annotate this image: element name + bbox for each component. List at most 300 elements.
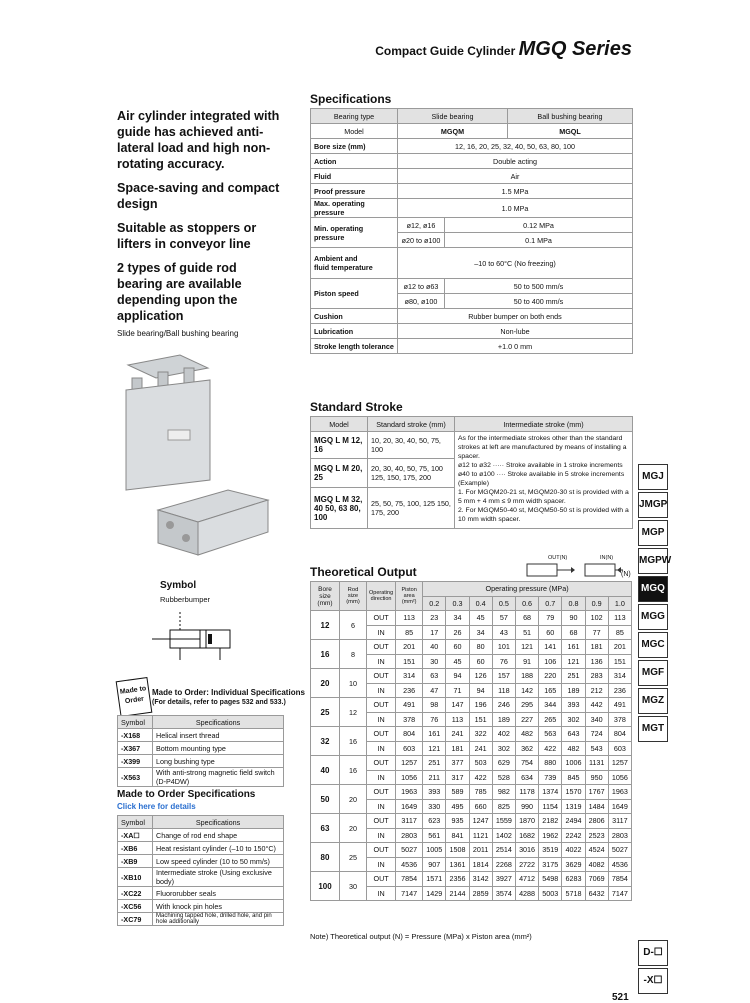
output-cell: 212 [585,683,608,698]
output-cell: 629 [492,756,515,771]
th-std: Standard stroke (mm) [368,417,455,432]
table-row [311,843,632,858]
output-cell: 378 [608,712,631,727]
output-cell: 7147 [608,886,631,901]
output-cell: 283 [585,669,608,684]
amb-label-1: Ambient and [314,254,358,263]
spec-value: +1.0 0 mm [398,339,633,354]
standard-stroke-title: Standard Stroke [310,400,403,414]
page-number: 521 [612,992,629,1003]
pressure-header: 0.6 [515,596,538,611]
int-note: 1. For MGQM20-21 st, MGQM20-30 st is provided with a 5 mm + 4 mm ≤ 9 mm width spacer. [458,489,629,505]
th-direction: Operating direction [367,582,396,611]
rod-cell: 16 [340,727,367,756]
output-cell: 57 [492,611,515,626]
badge-line1: Made to [119,685,147,696]
output-cell: 136 [585,654,608,669]
page-header [375,38,632,61]
output-cell: 98 [423,698,446,713]
output-cell: 43 [492,625,515,640]
output-cell: 1131 [585,756,608,771]
spec-sub: ø12, ø16 [398,218,445,233]
output-cell: 5718 [562,886,585,901]
mto-spec: Long bushing type [153,755,284,768]
mto-symbol: -XC22 [118,887,153,900]
direction-cell: OUT [367,727,396,742]
output-cell: 151 [469,712,492,727]
spec-label: Lubrication [311,324,398,339]
mto-symbol: -XC79 [118,913,153,926]
tab-jmgp[interactable]: JMGP [638,492,668,518]
output-cell: 841 [446,828,469,843]
output-cell: 60 [469,654,492,669]
output-cell: 907 [423,857,446,872]
bore-cell: 16 [311,640,340,669]
output-cell: 161 [423,727,446,742]
specifications-title: Specifications [310,92,392,106]
output-cell: 45 [469,611,492,626]
rod-cell: 20 [340,814,367,843]
output-cell: 1056 [608,770,631,785]
mto-symbol: -XA☐ [118,829,153,842]
output-cell: 1006 [562,756,585,771]
th-slide: Slide bearing [398,109,508,124]
area-cell: 7147 [396,886,423,901]
area-cell: 1056 [396,770,423,785]
output-cell: 60 [539,625,562,640]
table-row [118,868,284,887]
output-cell: 6432 [585,886,608,901]
direction-cell: OUT [367,669,396,684]
output-cell: 188 [515,669,538,684]
output-cell: 563 [539,727,562,742]
spec-value: –10 to 60°C (No freezing) [398,248,633,279]
output-cell: 121 [515,640,538,655]
tab-mgz[interactable]: MGZ [638,688,668,714]
direction-cell: OUT [367,640,396,655]
output-cell: 1570 [562,785,585,800]
spec-label: Max. operating pressure [311,199,398,218]
pressure-header: 0.4 [469,596,492,611]
output-cell: 3574 [492,886,515,901]
output-cell: 340 [585,712,608,727]
output-cell: 79 [539,611,562,626]
output-cell: 3142 [469,872,492,887]
output-cell: 1484 [585,799,608,814]
bore-cell: 25 [311,698,340,727]
th-pressure: Operating pressure (MPa) [423,582,632,597]
output-cell: 2356 [446,872,469,887]
output-cell: 422 [469,770,492,785]
output-cell: 2144 [446,886,469,901]
output-cell: 68 [562,625,585,640]
output-cell: 126 [469,669,492,684]
output-cell: 302 [492,741,515,756]
spec-label: Piston speed [311,279,398,309]
table-row [118,755,284,768]
output-cell: 1178 [515,785,538,800]
output-cell: 94 [446,669,469,684]
area-cell: 314 [396,669,423,684]
output-cell: 1361 [446,857,469,872]
output-cell: 6283 [562,872,585,887]
output-cell: 724 [585,727,608,742]
output-cell: 201 [608,640,631,655]
output-cell: 495 [446,799,469,814]
mto-spec: Helical insert thread [153,729,284,742]
mto-spec: Fluororubber seals [153,887,284,900]
table-row [311,698,632,713]
output-cell: 90 [562,611,585,626]
area-cell: 5027 [396,843,423,858]
tab-mgj[interactable]: MGJ [638,464,668,490]
direction-cell: IN [367,654,396,669]
stroke-model: MGQ L M 20, 25 [311,459,368,488]
th-area: Piston area (mm²) [396,582,423,611]
pressure-header: 0.2 [423,596,446,611]
mto-spec: Machining tapped hole, drilled hole, and pin hole additionally [153,913,284,926]
intro-features [117,108,282,350]
output-cell: 2806 [585,814,608,829]
output-cell: 91 [515,654,538,669]
mto-symbol: -X563 [118,768,153,787]
area-cell: 151 [396,654,423,669]
output-cell: 322 [469,727,492,742]
area-cell: 804 [396,727,423,742]
output-cell: 4524 [585,843,608,858]
output-cell: 393 [423,785,446,800]
output-cell: 241 [469,741,492,756]
theoretical-output-table [310,581,632,901]
area-cell: 113 [396,611,423,626]
direction-cell: OUT [367,611,396,626]
output-cell: 4712 [515,872,538,887]
output-cell: 151 [608,654,631,669]
mto-spec: Change of rod end shape [153,829,284,842]
pressure-header: 0.9 [585,596,608,611]
output-cell: 220 [539,669,562,684]
output-cell: 161 [562,640,585,655]
direction-cell: IN [367,625,396,640]
model-label: Model [311,124,398,139]
tab-mgp[interactable]: MGP [638,520,668,546]
output-cell: 241 [446,727,469,742]
output-cell: 1247 [469,814,492,829]
spec-label [311,248,398,279]
tab-mgc[interactable]: MGC [638,632,668,658]
output-cell: 344 [539,698,562,713]
output-cell: 34 [469,625,492,640]
output-cell: 142 [515,683,538,698]
output-cell: 63 [423,669,446,684]
output-cell: 4536 [608,857,631,872]
output-cell: 34 [446,611,469,626]
direction-cell: IN [367,799,396,814]
table-row [118,729,284,742]
output-cell: 2494 [562,814,585,829]
output-cell: 3175 [539,857,562,872]
output-cell: 51 [515,625,538,640]
output-cell: 2182 [539,814,562,829]
output-cell: 227 [515,712,538,727]
output-cell: 147 [446,698,469,713]
feature-3: Suitable as stoppers or lifters in conveyor line [117,221,257,251]
theoretical-output-title: Theoretical Output [310,565,417,579]
th-int: Intermediate stroke (mm) [455,417,633,432]
mto-symbol: -XB6 [118,842,153,855]
bore-cell: 12 [311,611,340,640]
output-cell: 77 [585,625,608,640]
table-row [311,611,632,626]
direction-cell: IN [367,770,396,785]
int-note: (Example) [458,480,489,487]
output-cell: 26 [446,625,469,640]
output-cell: 845 [562,770,585,785]
area-cell: 85 [396,625,423,640]
output-cell: 3117 [608,814,631,829]
output-cell: 94 [469,683,492,698]
output-cell: 68 [515,611,538,626]
output-cell: 739 [539,770,562,785]
model-ball: MGQL [508,124,633,139]
spec-value: 50 to 500 mm/s [445,279,633,294]
output-cell: 5027 [608,843,631,858]
table-row [311,756,632,771]
output-cell: 2523 [585,828,608,843]
table-row [311,814,632,829]
direction-cell: IN [367,741,396,756]
int-note: ø40 to ø100 ···· Stroke available in 5 stroke increments [458,471,625,478]
direction-cell: OUT [367,872,396,887]
output-cell: 121 [423,741,446,756]
th-rod: Rod size (mm) [340,582,367,611]
rod-cell: 16 [340,756,367,785]
mto-individual-sub: (For details, refer to pages 532 and 533.) [152,699,286,706]
direction-cell: OUT [367,785,396,800]
output-cell: 2011 [469,843,492,858]
mto-spec: Intermediate stroke (Using exclusive body) [153,868,284,887]
output-cell: 422 [539,741,562,756]
badge-line2: Order [124,695,145,706]
spec-label: Action [311,154,398,169]
output-cell: 634 [515,770,538,785]
symbol-sub: Rubberbumper [160,595,211,604]
spec-label: Bore size (mm) [311,139,398,154]
th-symbol: Symbol [118,716,153,729]
header-series: MGQ Series [518,38,632,60]
table-row [311,669,632,684]
output-cell: 165 [539,683,562,698]
output-cell: 1508 [446,843,469,858]
output-cell: 236 [608,683,631,698]
output-cell: 113 [446,712,469,727]
mto-symbol: -XB9 [118,855,153,868]
spec-value: Rubber bumper on both ends [398,309,633,324]
output-cell: 804 [608,727,631,742]
table-row [118,842,284,855]
area-cell: 2803 [396,828,423,843]
output-cell: 660 [469,799,492,814]
th-bore: Bore size (mm) [311,582,340,611]
product-image [118,350,278,565]
output-cell: 265 [539,712,562,727]
direction-cell: IN [367,828,396,843]
output-cell: 1870 [515,814,538,829]
output-cell: 45 [446,654,469,669]
table-row [311,640,632,655]
mto-spec: Bottom mounting type [153,742,284,755]
table-row [118,855,284,868]
output-cell: 1963 [608,785,631,800]
bore-cell: 32 [311,727,340,756]
output-cell: 295 [515,698,538,713]
output-cell: 113 [608,611,631,626]
rod-cell: 25 [340,843,367,872]
mto-symbol: -X399 [118,755,153,768]
area-cell: 236 [396,683,423,698]
symbol-title: Symbol [160,580,197,591]
bore-cell: 100 [311,872,340,901]
output-cell: 189 [562,683,585,698]
output-cell: 543 [585,741,608,756]
rod-cell: 6 [340,611,367,640]
output-cell: 3016 [515,843,538,858]
table-row [311,872,632,887]
output-cell: 561 [423,828,446,843]
area-cell: 1649 [396,799,423,814]
standard-stroke-table [310,416,633,529]
tab-x[interactable]: -X☐ [638,968,668,994]
tab-mgg[interactable]: MGG [638,604,668,630]
pressure-header: 0.8 [562,596,585,611]
int-note: As for the intermediate strokes other than the standard strokes at left are manufactured by means of installing a spacer. [458,435,627,460]
intermediate-notes [455,432,633,529]
mto-spec: With anti-strong magnetic field switch (D-P4DW) [153,768,284,787]
output-cell: 603 [608,741,631,756]
output-cell: 1429 [423,886,446,901]
rod-cell: 30 [340,872,367,901]
tab-d[interactable]: D-☐ [638,940,668,966]
details-link[interactable]: Click here for details [117,802,196,811]
output-cell: 754 [515,756,538,771]
output-cell: 251 [562,669,585,684]
pressure-header: 0.5 [492,596,515,611]
theory-note: Note) Theoretical output (N) = Pressure (MPa) x Piston area (mm²) [310,932,532,941]
output-cell: 5498 [539,872,562,887]
th-spec: Specifications [153,716,284,729]
stroke-std: 10, 20, 30, 40, 50, 75, 100 [368,432,455,459]
output-cell: 491 [608,698,631,713]
output-cell: 3927 [492,872,515,887]
output-cell: 181 [446,741,469,756]
output-cell: 2803 [608,828,631,843]
stroke-model: MGQ L M 12, 16 [311,432,368,459]
feature-1: Air cylinder integrated with guide has achieved anti-lateral load and high non-rotating accuracy. [117,109,280,171]
output-cell: 330 [423,799,446,814]
spec-value: Air [398,169,633,184]
output-cell: 362 [515,741,538,756]
tab-mgf[interactable]: MGF [638,660,668,686]
output-cell: 1962 [539,828,562,843]
mto-specs-table [117,815,284,926]
mto-symbol: -XC56 [118,900,153,913]
direction-cell: IN [367,683,396,698]
output-cell: 2859 [469,886,492,901]
output-cell: 189 [492,712,515,727]
unit-label: (N) [621,571,631,578]
cylinder-symbol [150,610,245,670]
output-cell: 76 [423,712,446,727]
output-cell: 7069 [585,872,608,887]
output-cell: 101 [492,640,515,655]
area-cell: 491 [396,698,423,713]
table-row [118,887,284,900]
output-cell: 1682 [515,828,538,843]
model-slide: MGQM [398,124,508,139]
output-cell: 1649 [608,799,631,814]
spec-value: Double acting [398,154,633,169]
pressure-header: 0.3 [446,596,469,611]
output-cell: 589 [446,785,469,800]
rod-cell: 20 [340,785,367,814]
output-cell: 528 [492,770,515,785]
output-cell: 2242 [562,828,585,843]
output-cell: 317 [446,770,469,785]
area-cell: 1963 [396,785,423,800]
table-row [118,900,284,913]
output-cell: 1402 [492,828,515,843]
output-cell: 7854 [608,872,631,887]
output-cell: 3519 [539,843,562,858]
output-cell: 982 [492,785,515,800]
spec-sub: ø80, ø100 [398,294,445,309]
output-cell: 1257 [608,756,631,771]
tab-mgq[interactable]: MGQ [638,576,668,602]
mto-spec: Low speed cylinder (10 to 50 mm/s) [153,855,284,868]
output-cell: 643 [562,727,585,742]
output-cell: 1571 [423,872,446,887]
output-cell: 825 [492,799,515,814]
output-cell: 23 [423,611,446,626]
output-cell: 30 [423,654,446,669]
tab-mgt[interactable]: MGT [638,716,668,742]
output-cell: 314 [608,669,631,684]
table-row [118,742,284,755]
spec-value: 0.1 MPa [445,233,633,248]
output-cell: 246 [492,698,515,713]
output-cell: 935 [446,814,469,829]
area-cell: 201 [396,640,423,655]
output-cell: 482 [515,727,538,742]
output-cell: 880 [539,756,562,771]
table-row [311,727,632,742]
output-cell: 118 [492,683,515,698]
output-cell: 785 [469,785,492,800]
output-cell: 377 [446,756,469,771]
output-cell: 2722 [515,857,538,872]
direction-cell: OUT [367,843,396,858]
feature-2: Space-saving and compact design [117,181,280,211]
spec-sub: ø12 to ø63 [398,279,445,294]
spec-value: 1.5 MPa [398,184,633,199]
output-cell: 503 [469,756,492,771]
bore-cell: 80 [311,843,340,872]
tab-mgpw[interactable]: MGPW [638,548,668,574]
spec-label: Min. operating pressure [311,218,398,248]
pressure-header: 1.0 [608,596,631,611]
output-cell: 196 [469,698,492,713]
output-cell: 106 [539,654,562,669]
